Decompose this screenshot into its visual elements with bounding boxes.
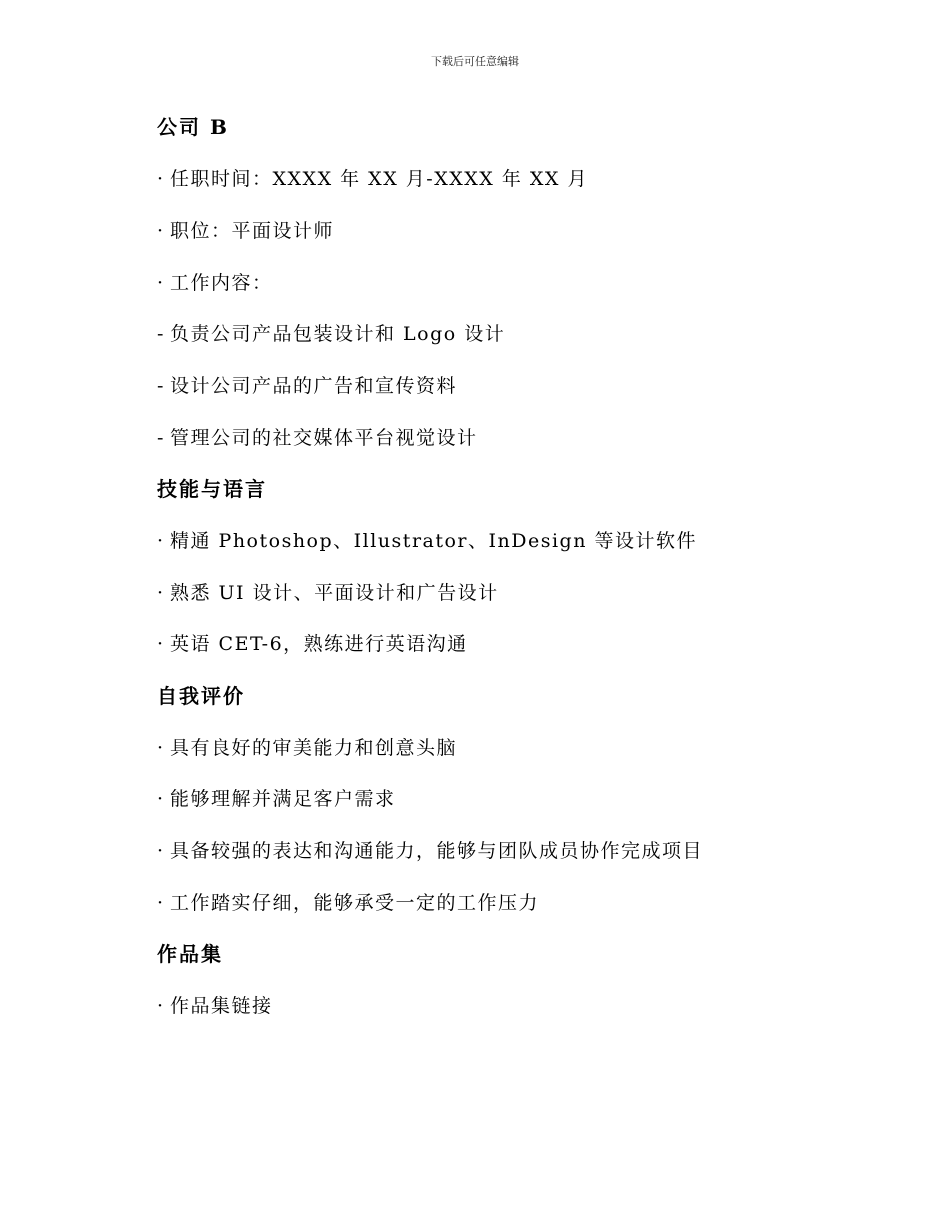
item-text: 熟悉 UI 设计、平面设计和广告设计 [170, 582, 499, 604]
item-text: 任职时间：XXXX 年 XX 月-XXXX 年 XX 月 [170, 168, 588, 190]
dash-mark: - [157, 427, 165, 449]
item-text: 具备较强的表达和沟通能力，能够与团队成员协作完成项目 [170, 840, 704, 862]
item-text: 职位：平面设计师 [170, 220, 335, 242]
bullet-mark: · [157, 582, 165, 604]
section-heading-skills: 技能与语言 [157, 477, 267, 501]
list-item [157, 373, 457, 399]
list-item [157, 425, 478, 451]
section-heading-portfolio: 作品集 [157, 942, 223, 966]
list-item [157, 993, 273, 1019]
section-heading-company: 公司 B [157, 115, 229, 139]
list-item [157, 218, 334, 244]
dash-mark: - [157, 323, 165, 345]
item-text: 英语 CET-6，熟练进行英语沟通 [170, 633, 468, 655]
bullet-mark: · [157, 530, 165, 552]
list-item [157, 270, 273, 296]
bullet-mark: · [157, 840, 165, 862]
list-item [157, 631, 468, 657]
item-text: 负责公司产品包装设计和 Logo 设计 [170, 323, 506, 345]
item-text: 设计公司产品的广告和宣传资料 [170, 375, 458, 397]
bullet-mark: · [157, 995, 165, 1017]
section-heading-self-evaluation: 自我评价 [157, 684, 245, 708]
bullet-mark: · [157, 168, 165, 190]
item-text: 具有良好的审美能力和创意头脑 [170, 737, 458, 759]
list-item [157, 890, 539, 916]
bullet-mark: · [157, 737, 165, 759]
page-header-note: 下载后可任意编辑 [431, 55, 519, 68]
bullet-mark: · [157, 220, 165, 242]
item-text: 管理公司的社交媒体平台视觉设计 [170, 427, 478, 449]
dash-mark: - [157, 375, 165, 397]
bullet-mark: · [157, 788, 165, 810]
item-text: 能够理解并满足客户需求 [170, 788, 396, 810]
item-text: 精通 Photoshop、Illustrator、InDesign 等设计软件 [170, 530, 697, 552]
list-item [157, 838, 703, 864]
bullet-mark: · [157, 272, 165, 294]
list-item [157, 735, 457, 761]
item-text: 工作踏实仔细，能够承受一定的工作压力 [170, 892, 540, 914]
list-item [157, 580, 499, 606]
item-text: 作品集链接 [170, 995, 273, 1017]
list-item [157, 528, 697, 554]
list-item [157, 321, 505, 347]
list-item [157, 786, 396, 812]
bullet-mark: · [157, 633, 165, 655]
item-text: 工作内容： [170, 272, 273, 294]
bullet-mark: · [157, 892, 165, 914]
list-item [157, 166, 588, 192]
